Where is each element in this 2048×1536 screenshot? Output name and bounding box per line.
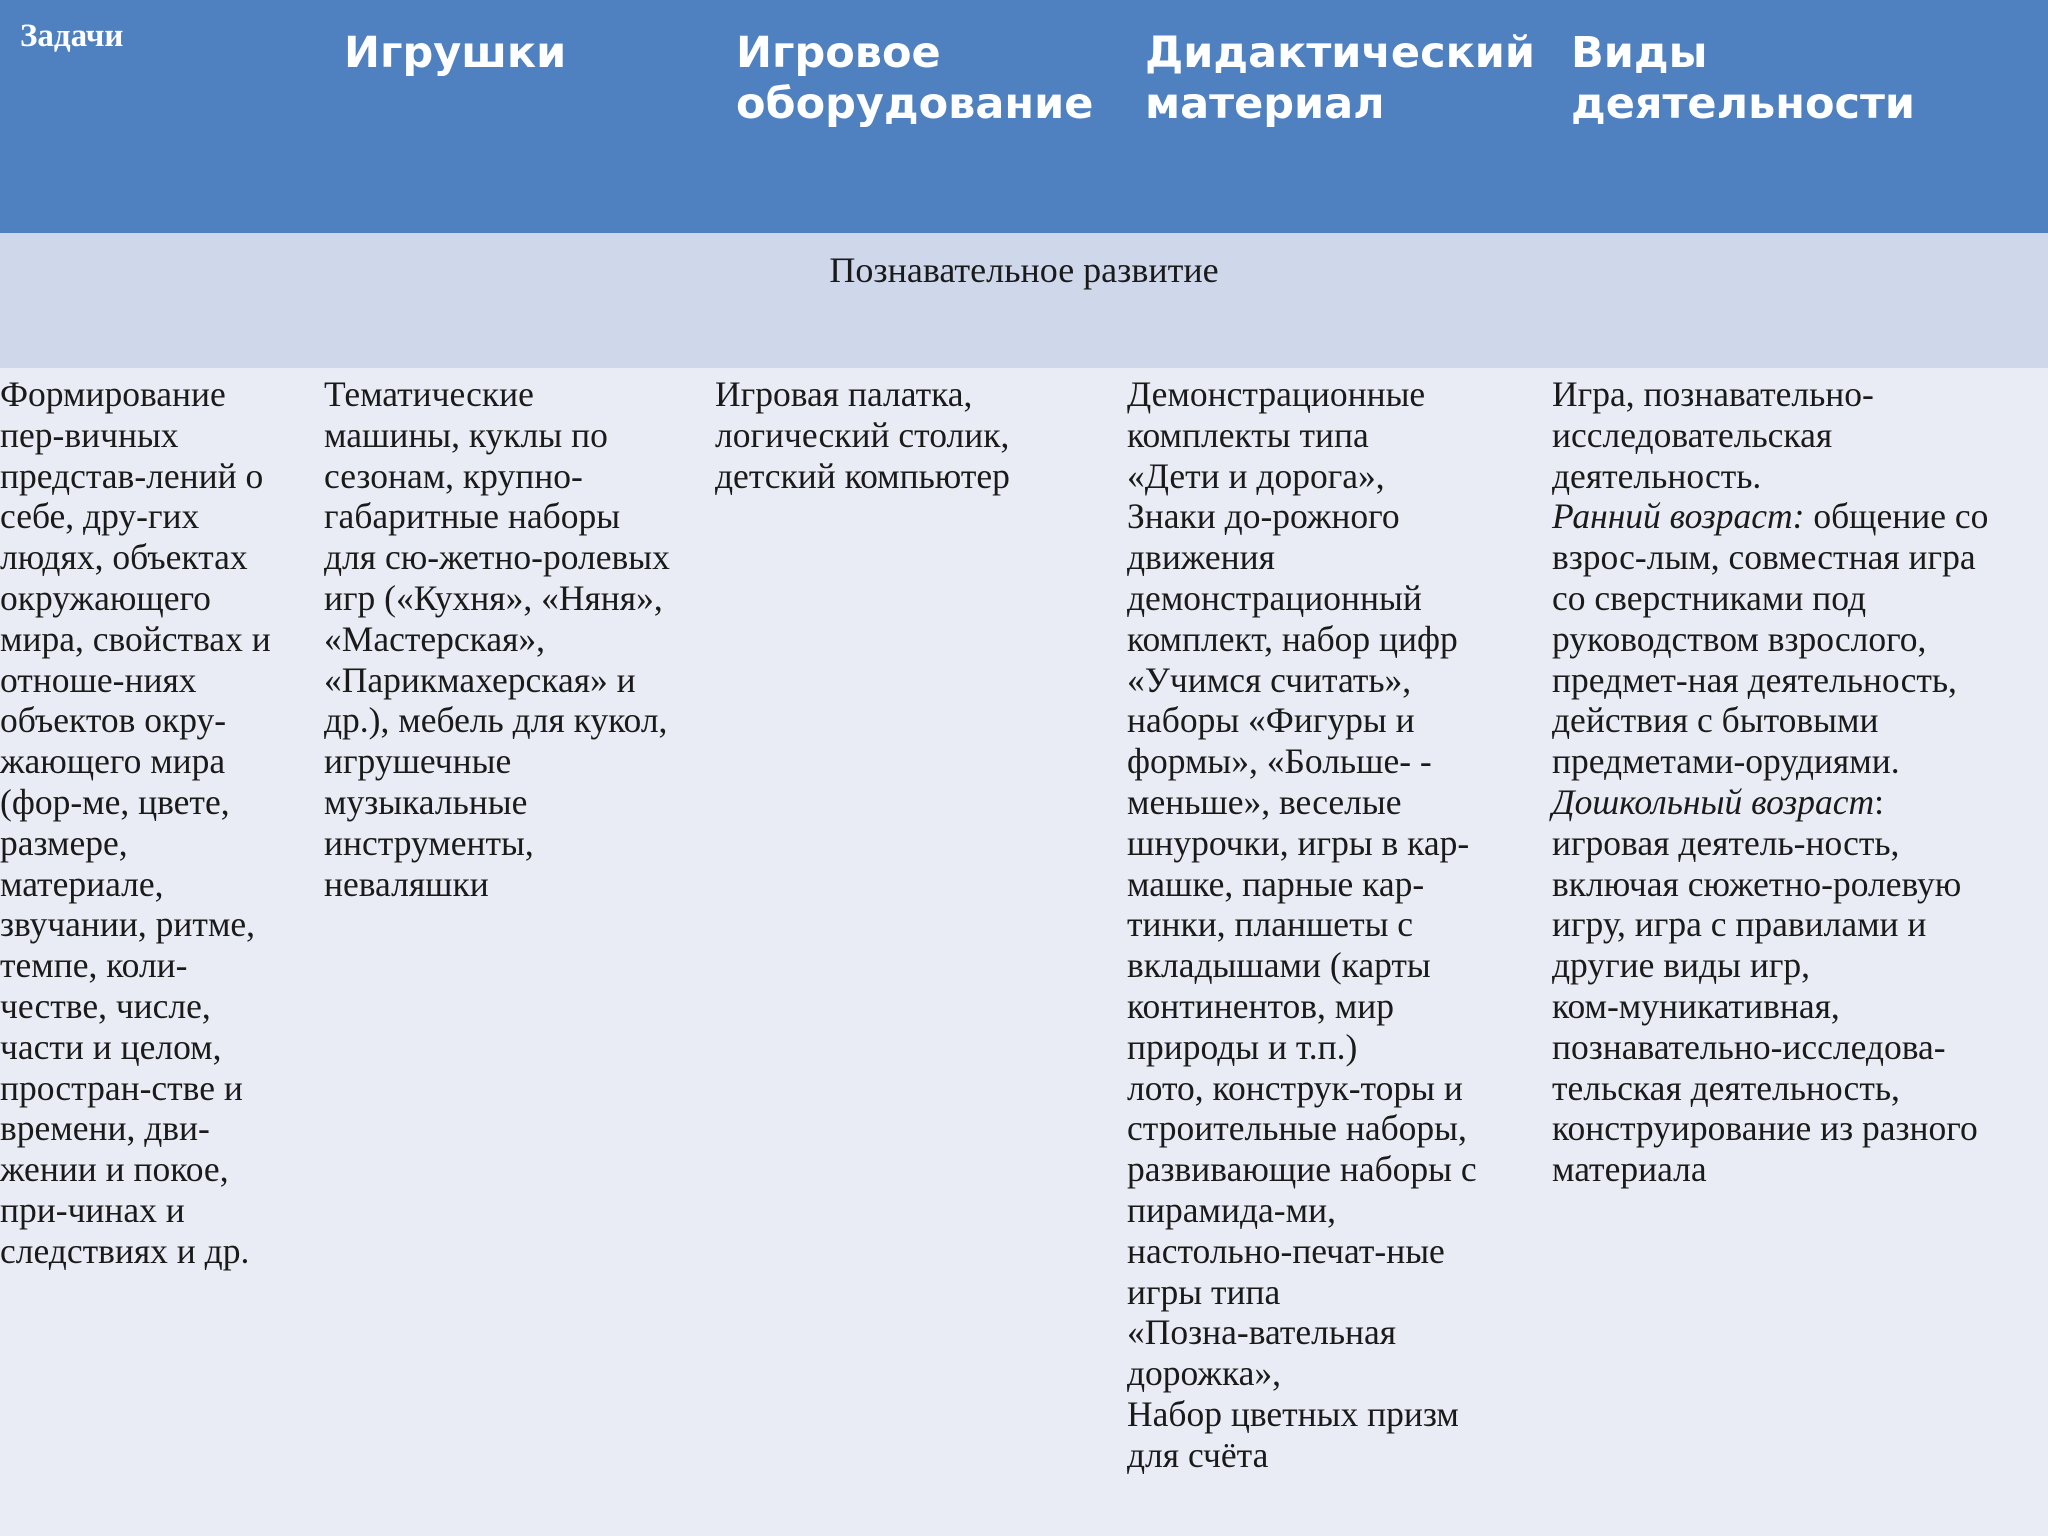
preschool-age-text: игровая деятель-ность, включая сюжетно-ролевую игру, игра с правилами и другие виды игр, ком-муникативная, познавательно-исследова- тельская деятельность, конструирование из разного материала bbox=[1552, 822, 1978, 1190]
section-title: Познавательное развитие bbox=[829, 250, 1219, 290]
header-tasks: Задачи bbox=[20, 18, 124, 54]
header-toys: Игрушки bbox=[344, 28, 567, 78]
header-didactic: Дидактический материал bbox=[1145, 28, 1536, 129]
early-age-label: Ранний возраст: bbox=[1552, 496, 1805, 537]
header-activities: Виды деятельности bbox=[1571, 28, 1916, 129]
cell-tasks: Формирование пер-вичных представ-лений о себе, дру-гих людях, объектах окружающего мира, свойствах и отноше-ниях объектов окру- жающего мира (фор-ме, цвете, размере, материале, звучании, ритме, темпе, коли- честве, числе, части и целом, простран-стве и времени, дви- жении и покое, при-чинах и следствиях и др. bbox=[0, 374, 271, 1271]
cell-equipment: Игровая палатка, логический столик, детский компьютер bbox=[715, 374, 1010, 496]
early-age-text: общение со взрос-лым, совместная игра со сверстниками под руководством взрослого, предмет-ная деятельность, действия с бытовыми предметами-орудиями. bbox=[1552, 496, 1989, 782]
cell-activities bbox=[1552, 374, 2048, 1190]
header-equipment: Игровое оборудование bbox=[736, 28, 1094, 129]
cell-toys: Тематические машины, куклы по сезонам, крупно- габаритные наборы для сю-жетно-ролевых игр («Кухня», «Няня», «Мастерская», «Парикмахерская» и др.), мебель для кукол, игрушечные музыкальные инструменты, неваляшки bbox=[324, 374, 670, 904]
preschool-colon: : bbox=[1874, 781, 1885, 822]
preschool-age-label: Дошкольный возраст bbox=[1552, 781, 1875, 822]
activities-intro: Игра, познавательно- исследовательская деятельность. bbox=[1552, 374, 1874, 496]
cell-didactic: Демонстрационные комплекты типа «Дети и дорога», Знаки до-рожного движения демонстрационный комплект, набор цифр «Учимся считать», наборы «Фигуры и формы», «Больше- - меньше», веселые шнурочки, игры в кар- машке, парные кар- тинки, планшеты с вкладышами (карты континентов, мир природы и т.п.) лото, конструк-торы и строительные наборы, развивающие наборы с пирамида-ми, настольно-печат-ные игры типа «Позна-вательная дорожка», Набор цветных призм для счёта bbox=[1127, 374, 1477, 1475]
